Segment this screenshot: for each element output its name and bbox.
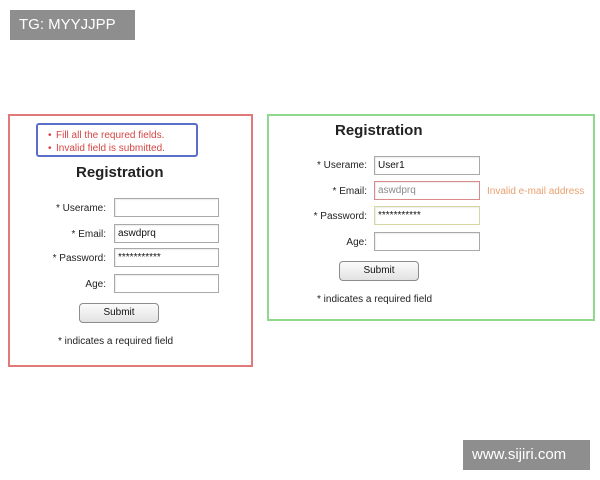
email-label: * Email: <box>332 186 367 197</box>
error-summary <box>36 123 198 157</box>
submit-button[interactable]: Submit <box>79 303 159 323</box>
age-label: Age: <box>346 237 367 248</box>
submit-button[interactable]: Submit <box>339 261 419 281</box>
form-title: Registration <box>76 164 164 181</box>
registration-form-invalid <box>8 114 253 367</box>
error-message: • Invalid field is submitted. <box>38 142 196 155</box>
watermark-bottom: www.sijiri.com <box>463 440 590 470</box>
error-message: • Fill all the requred fields. <box>38 129 196 142</box>
required-note: * indicates a required field <box>58 336 174 347</box>
password-input[interactable] <box>114 248 219 267</box>
password-label: * Password: <box>313 211 367 222</box>
age-label: Age: <box>85 279 106 290</box>
age-input[interactable] <box>374 232 480 251</box>
username-label: * Userame: <box>55 203 106 214</box>
required-note: * indicates a required field <box>317 294 433 305</box>
watermark-top: TG: MYYJJPP <box>10 10 135 40</box>
username-label: * Userame: <box>316 160 367 171</box>
username-input[interactable] <box>374 156 480 175</box>
username-input[interactable] <box>114 198 219 217</box>
password-label: * Password: <box>52 253 106 264</box>
email-input[interactable] <box>374 181 480 200</box>
registration-form-valid <box>267 114 595 321</box>
email-label: * Email: <box>71 229 106 240</box>
email-input[interactable] <box>114 224 219 243</box>
form-title: Registration <box>335 122 423 139</box>
password-input[interactable] <box>374 206 480 225</box>
email-error-hint: Invalid e-mail address <box>487 186 585 197</box>
age-input[interactable] <box>114 274 219 293</box>
